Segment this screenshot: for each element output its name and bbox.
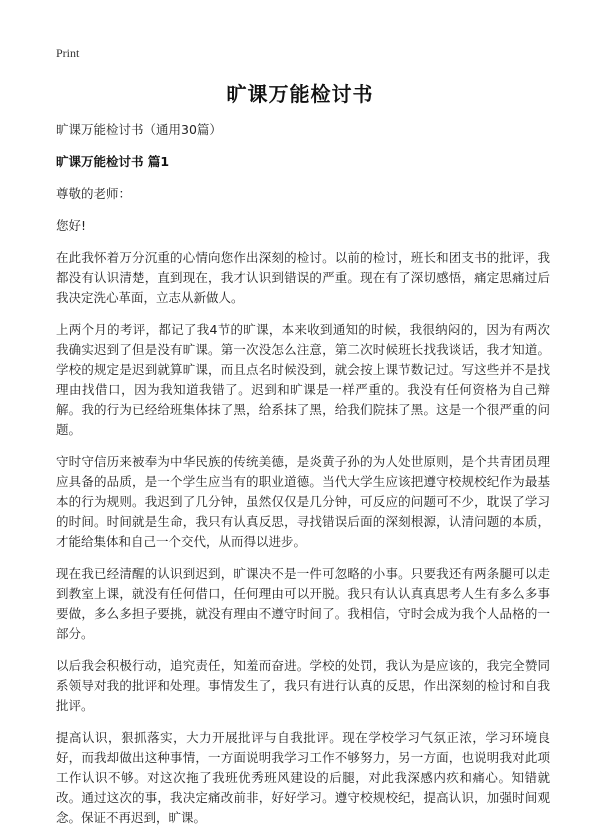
paragraph-4: 现在我已经清醒的认识到迟到，旷课决不是一件可忽略的小事。只要我还有两条腿可以走到教室上课，就没有任何借口，任何理由可以开脱。我只有认认真真思考人生有多么多事要做，多么多担子要挑，就没有理由不遵守时间了。我相信，守时会成为我个人品格的一部分。: [56, 566, 550, 641]
greeting: 您好!: [56, 218, 87, 233]
print-link[interactable]: Print: [56, 46, 80, 60]
document-subtitle: 旷课万能检讨书（通用30篇）: [56, 122, 222, 137]
salutation: 尊敬的老师：: [56, 186, 132, 201]
paragraph-1: 在此我怀着万分沉重的心情向您作出深刻的检讨。以前的检讨，班长和团支书的批评，我都没有认识清楚，直到现在，我才认识到错误的严重。现在有了深切感悟，痛定思痛过后我决定洗心革面，立志从新做人。: [56, 250, 550, 305]
paragraph-5: 以后我会积极行动，追究责任，知羞而奋进。学校的处罚，我认为是应该的，我完全赞同系领导对我的批评和处理。事情发生了，我只有进行认真的反思，作出深刻的检讨和自我批评。: [56, 658, 550, 713]
section-heading: 旷课万能检讨书 篇1: [56, 154, 170, 169]
paragraph-3: 守时守信历来被奉为中华民族的传统美德，是炎黄子孙的为人处世原则，是个共青团员理应具备的品质，是一个学生应当有的职业道德。当代大学生应该把遵守校规校纪作为最基本的行为规则。我迟到了几分钟，虽然仅仅是几分钟，可反应的问题可不少，耽误了学习的时间。时间就是生命，我只有认真反思，寻找错误后面的深刻根源，认清问题的本质，才能给集体和自己一个交代，从而得以进步。: [56, 454, 550, 549]
paragraph-6: 提高认识，狠抓落实，大力开展批评与自我批评。现在学校学习气氛正浓，学习环境良好，而我却做出这种事情，一方面说明我学习工作不够努力，另一方面，也说明我对此项工作认识不够。对这次拖了我班优秀班风建设的后腿，对此我深感内疚和痛心。知错就改。通过这次的事，我决定痛改前非，好好学习。遵守校规校纪，提高认识，加强时间观念。保证不再迟到，旷课。: [56, 730, 550, 825]
paragraph-2: 上两个月的考评，都记了我4节的旷课，本来收到通知的时候，我很纳闷的，因为有两次我确实迟到了但是没有旷课。第一次没怎么注意，第二次时候班长找我谈话，我才知道。学校的规定是迟到就算旷课，而且点名时候没到，就会按上课节数记过。写这些并不是找理由找借口，因为我知道我错了。迟到和旷课是一样严重的。我没有任何资格为自己辩解。我的行为已经给班集体抹了黑，给系抹了黑，给我们院抹了黑。这是一个很严重的问题。: [56, 322, 550, 437]
page-title: 旷课万能检讨书: [226, 82, 374, 106]
document-body: [56, 120, 550, 840]
